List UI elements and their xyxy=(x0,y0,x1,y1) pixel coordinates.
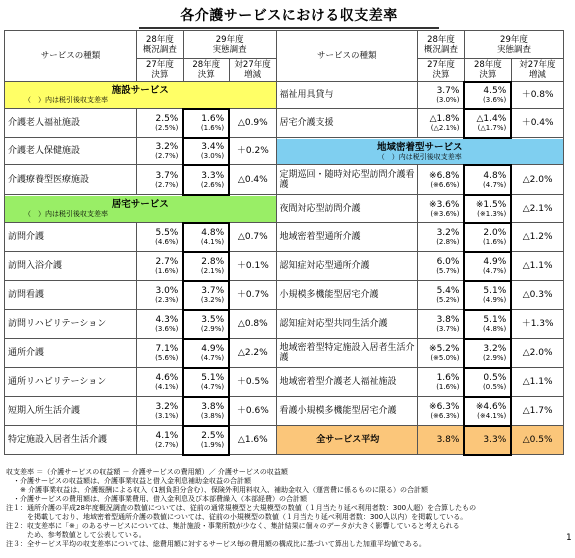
value-fy2015: 3.0% (2.3%) xyxy=(137,281,184,310)
service-name: 認知症対応型共同生活介護 xyxy=(276,310,418,339)
header-2016: 28年度 概況調査 xyxy=(137,31,184,59)
value-change: △0.7% xyxy=(229,223,276,252)
service-name: 居宅介護支援 xyxy=(276,109,418,138)
value-fy2016: 3.4% (3.0%) xyxy=(183,138,229,165)
value-fy2015: △1.8% (△2.1%) xyxy=(418,109,465,138)
service-name: 訪問介護 xyxy=(5,223,137,252)
table-row xyxy=(5,195,564,223)
section-title: 施設サービス xyxy=(111,85,169,97)
service-name: 小規模多機能型居宅介護 xyxy=(276,281,418,310)
table-row xyxy=(5,397,564,426)
header-service-type-left: サービスの種類 xyxy=(5,31,137,82)
footnote-line: 収支差率 ＝（介護サービスの収益額 － 介護サービスの費用額）／ 介護サービスの収益額 xyxy=(6,468,288,476)
service-name: 全サービス平均 xyxy=(276,426,418,455)
value-fy2016: 3.3% xyxy=(464,426,511,455)
page-number: 1 xyxy=(566,533,572,543)
footnote-line: 注１：通所介護の平成28年度概況調査の数値については、従前の通常規模型と大規模型の数値（１月当たり延べ利用者数：300人超）を合算したもの xyxy=(6,504,477,512)
value-fy2015: 1.6% (1.6%) xyxy=(418,368,465,397)
value-fy2016: ※1.5% (※1.3%) xyxy=(464,195,511,223)
value-fy2015: 3.7% (3.0%) xyxy=(418,82,465,109)
section-note: （ ）内は税引後収支差率 xyxy=(24,96,108,105)
page-title: 各介護サービスにおける収支差率 xyxy=(139,5,439,29)
value-fy2016: 3.7% (3.2%) xyxy=(183,281,229,310)
table-row xyxy=(5,82,564,109)
section-header-left xyxy=(5,195,277,223)
footnote-line: 注３：全サービス平均の収支差率については、総費用額に対するサービス毎の費用額の構成比に基づいて算出した加重平均値である。 xyxy=(6,540,426,548)
value-fy2015: 3.2% (2.8%) xyxy=(418,223,465,252)
value-fy2015: 3.8% (3.7%) xyxy=(418,310,465,339)
footnotes xyxy=(6,468,566,549)
value-fy2015: ※6.8% (※6.6%) xyxy=(418,165,465,195)
service-name: 訪問リハビリテーション xyxy=(5,310,137,339)
section-title: 地域密着型サービス xyxy=(376,141,463,153)
value-fy2015: 5.5% (4.6%) xyxy=(137,223,184,252)
value-fy2015: 7.1% (5.6%) xyxy=(137,339,184,368)
value-fy2015: 5.4% (5.2%) xyxy=(418,281,465,310)
value-change: △0.4% xyxy=(229,165,276,195)
value-change: △0.5% xyxy=(511,426,563,455)
value-change: △2.0% xyxy=(511,339,563,368)
service-name: 夜間対応型訪問介護 xyxy=(276,195,418,223)
table-row xyxy=(5,426,564,455)
table-row xyxy=(5,281,564,310)
service-name: 地域密着型介護老人福祉施設 xyxy=(276,368,418,397)
footnote-line: ※ 介護事業収益は、介護報酬による収入（1割負担分含む）、保険外利用料収入、補助金収入（運営費に係るものに限る）の合計額 xyxy=(6,486,429,494)
service-name: 訪問入浴介護 xyxy=(5,252,137,281)
value-change: ＋0.5% xyxy=(229,368,276,397)
value-fy2016: 4.8% (4.1%) xyxy=(183,223,229,252)
value-change: △0.8% xyxy=(229,310,276,339)
service-name: 定期巡回・随時対応型訪問介護看護 xyxy=(276,165,418,195)
value-fy2016: △1.4% (△1.7%) xyxy=(464,109,511,138)
value-fy2016: 5.1% (4.9%) xyxy=(464,281,511,310)
value-fy2016: 3.5% (2.9%) xyxy=(183,310,229,339)
value-change: △0.9% xyxy=(229,109,276,138)
value-fy2016: 5.1% (4.8%) xyxy=(464,310,511,339)
value-change: △1.7% xyxy=(511,397,563,426)
subheader-2016-right: 28年度 決算 xyxy=(464,59,511,82)
value-change: △2.0% xyxy=(511,165,563,195)
service-name: 地域密着型通所介護 xyxy=(276,223,418,252)
header-service-type-right: サービスの種類 xyxy=(276,31,418,82)
value-fy2015: 3.7% (2.7%) xyxy=(137,165,184,195)
value-fy2016: 3.3% (2.6%) xyxy=(183,165,229,195)
table-row xyxy=(5,223,564,252)
header-2016-right: 28年度 概況調査 xyxy=(418,31,465,59)
value-fy2016: 5.1% (4.7%) xyxy=(183,368,229,397)
service-name: 福祉用具貸与 xyxy=(276,82,418,109)
value-fy2015: 4.1% (2.7%) xyxy=(137,426,184,455)
section-header-right xyxy=(276,138,564,165)
subheader-change: 対27年度 増減 xyxy=(229,59,276,82)
value-change: ＋0.4% xyxy=(511,109,563,138)
value-fy2016: 2.8% (2.1%) xyxy=(183,252,229,281)
value-fy2016: 4.5% (3.6%) xyxy=(464,82,511,109)
footnote-line: ・介護サービスの費用額は、介護事業費用、借入金利息及び本部費繰入（本部経費）の合計額 xyxy=(6,495,307,503)
service-name: 介護療養型医療施設 xyxy=(5,165,137,195)
table-row xyxy=(5,165,564,195)
footnote-line: 注２：収支差率に「※」のあるサービスについては、集計施設・事業所数が少なく、集計結果に個々のデータが大きく影響していると考えられる xyxy=(6,522,460,530)
value-fy2015: 2.7% (1.6%) xyxy=(137,252,184,281)
value-change: △1.1% xyxy=(511,252,563,281)
value-fy2015: 3.8% xyxy=(418,426,465,455)
service-name: 通所リハビリテーション xyxy=(5,368,137,397)
service-name: 介護老人福祉施設 xyxy=(5,109,137,138)
header-2017: 29年度 実態調査 xyxy=(183,31,276,59)
subheader-change-right: 対27年度 増減 xyxy=(511,59,563,82)
footnote-line: ため、参考数値として公表している。 xyxy=(6,531,146,539)
section-title: 居宅サービス xyxy=(111,199,169,210)
value-change: △1.2% xyxy=(511,223,563,252)
value-change: ＋0.1% xyxy=(229,252,276,281)
section-header-left xyxy=(5,82,277,109)
table-row xyxy=(5,310,564,339)
table-row xyxy=(5,109,564,138)
subheader-2015: 27年度 決算 xyxy=(137,59,184,82)
footnote-line: を掲載しており、地域密着型通所介護の数値については、従前の小規模型の数値（１月当たり延べ利用者数：300人以内）を掲載している。 xyxy=(6,513,468,521)
service-name: 認知症対応型通所介護 xyxy=(276,252,418,281)
table-row xyxy=(5,339,564,368)
table-row xyxy=(5,138,564,165)
value-fy2016: 4.9% (4.7%) xyxy=(183,339,229,368)
value-change: △2.2% xyxy=(229,339,276,368)
value-change: △0.3% xyxy=(511,281,563,310)
service-name: 介護老人保健施設 xyxy=(5,138,137,165)
section-note: （ ）内は税引後収支差率 xyxy=(24,210,108,218)
footnote-line: ・介護サービスの収益額は、介護事業収益と借入金利息補助金収益の合計額 xyxy=(6,477,251,485)
value-fy2015: 2.5% (2.5%) xyxy=(137,109,184,138)
service-name: 特定施設入居者生活介護 xyxy=(5,426,137,455)
value-fy2015: ※6.3% (※6.3%) xyxy=(418,397,465,426)
value-change: ＋1.3% xyxy=(511,310,563,339)
value-fy2015: 4.3% (3.6%) xyxy=(137,310,184,339)
value-fy2015: 6.0% (5.7%) xyxy=(418,252,465,281)
value-fy2015: ※3.6% (※3.6%) xyxy=(418,195,465,223)
value-fy2015: 4.6% (4.1%) xyxy=(137,368,184,397)
value-fy2016: ※4.6% (※4.1%) xyxy=(464,397,511,426)
value-change: ＋0.8% xyxy=(511,82,563,109)
header-2017-right: 29年度 実態調査 xyxy=(464,31,563,59)
value-fy2016: 4.8% (4.7%) xyxy=(464,165,511,195)
subheader-2016: 28年度 決算 xyxy=(183,59,229,82)
service-name: 通所介護 xyxy=(5,339,137,368)
value-fy2016: 2.0% (1.6%) xyxy=(464,223,511,252)
value-change: ＋0.6% xyxy=(229,397,276,426)
service-name: 看護小規模多機能型居宅介護 xyxy=(276,397,418,426)
value-fy2015: 3.2% (3.1%) xyxy=(137,397,184,426)
section-note: （ ）内は税引後収支差率 xyxy=(377,152,462,161)
table-row xyxy=(5,368,564,397)
value-fy2016: 3.2% (2.9%) xyxy=(464,339,511,368)
service-name: 訪問看護 xyxy=(5,281,137,310)
value-fy2016: 2.5% (1.9%) xyxy=(183,426,229,455)
value-change: △1.1% xyxy=(511,368,563,397)
value-fy2016: 0.5% (0.5%) xyxy=(464,368,511,397)
table-row xyxy=(5,252,564,281)
profit-margin-table xyxy=(4,30,564,456)
value-fy2015: 3.2% (2.7%) xyxy=(137,138,184,165)
subheader-2015-right: 27年度 決算 xyxy=(418,59,465,82)
value-change: △2.1% xyxy=(511,195,563,223)
value-change: △1.6% xyxy=(229,426,276,455)
value-fy2016: 4.9% (4.7%) xyxy=(464,252,511,281)
value-fy2016: 3.8% (3.8%) xyxy=(183,397,229,426)
value-fy2015: ※5.2% (※5.0%) xyxy=(418,339,465,368)
value-change: ＋0.2% xyxy=(229,138,276,165)
service-name: 短期入所生活介護 xyxy=(5,397,137,426)
value-change: ＋0.7% xyxy=(229,281,276,310)
service-name: 地域密着型特定施設入居者生活介護 xyxy=(276,339,418,368)
value-fy2016: 1.6% (1.6%) xyxy=(183,109,229,138)
